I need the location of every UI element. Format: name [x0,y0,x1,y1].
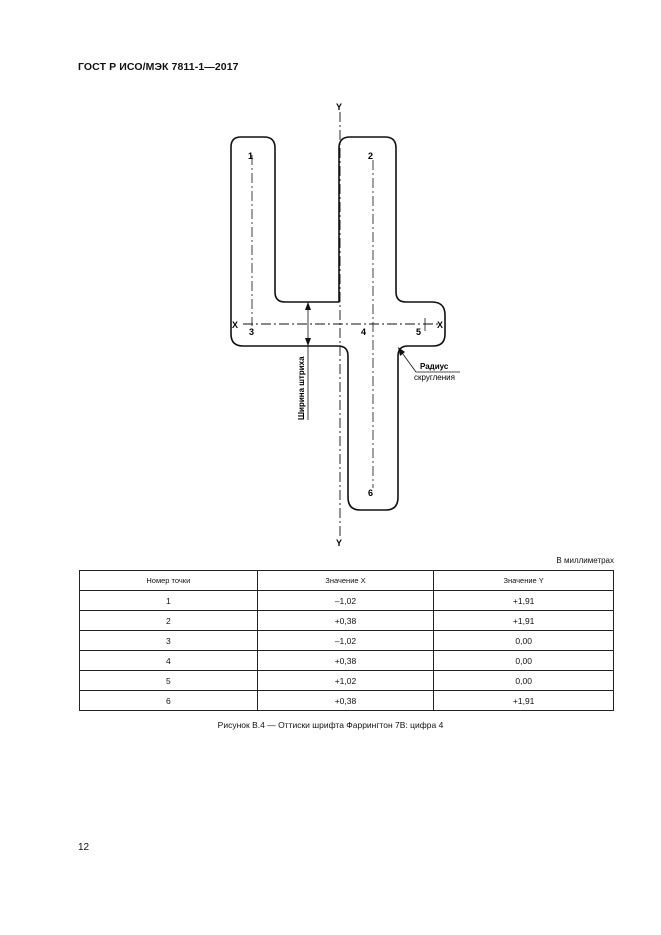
stroke-width-label: Ширина штриха [297,356,306,420]
radius-label-line2: скругления [414,373,455,382]
point-number-cell: 3 [80,631,258,651]
stroke-width-arrow-up [305,302,311,310]
glyph-outline [231,137,445,510]
point-label-5: 5 [416,327,422,337]
y-axis-label-bottom: Y [336,538,343,548]
point-number-cell: 4 [80,651,258,671]
point-label-6: 6 [368,488,374,498]
radius-label-line1: Радиус [420,362,449,371]
value-y-cell: 0,00 [434,671,614,691]
table-row [80,591,614,611]
stroke-width-arrow-down [305,338,311,346]
point-number-cell: 5 [80,671,258,691]
column-header-value-x: Значение X [257,571,434,591]
column-header-point-number: Номер точки [80,571,258,591]
x-axis-label-left: X [232,320,239,330]
value-x-cell: –1,02 [257,591,434,611]
value-y-cell: 0,00 [434,651,614,671]
table-row [80,671,614,691]
value-x-cell: +0,38 [257,691,434,711]
y-axis-label-top: Y [336,102,343,112]
value-x-cell: +0,38 [257,611,434,631]
document-header: ГОСТ Р ИСО/МЭК 7811-1—2017 [78,61,239,73]
point-label-2: 2 [368,151,374,161]
value-x-cell: +1,02 [257,671,434,691]
table-row [80,651,614,671]
x-axis-label-right: X [437,320,444,330]
value-x-cell: –1,02 [257,631,434,651]
page-number: 12 [78,842,90,853]
table-header-row [80,571,614,591]
points-table [79,570,614,711]
value-x-cell: +0,38 [257,651,434,671]
value-y-cell: +1,91 [434,591,614,611]
column-header-value-y: Значение Y [434,571,614,591]
table-row [80,631,614,651]
point-label-1: 1 [248,151,254,161]
table-row [80,691,614,711]
value-y-cell: 0,00 [434,631,614,651]
table-row [80,611,614,631]
value-y-cell: +1,91 [434,691,614,711]
figure-caption: Рисунок B.4 — Оттиски шрифта Фаррингтон 7B: цифра 4 [217,720,444,730]
point-label-3: 3 [249,327,255,337]
point-number-cell: 2 [80,611,258,631]
point-label-4: 4 [361,327,367,337]
point-number-cell: 6 [80,691,258,711]
point-number-cell: 1 [80,591,258,611]
value-y-cell: +1,91 [434,611,614,631]
units-note: В миллиметрах [556,556,614,565]
